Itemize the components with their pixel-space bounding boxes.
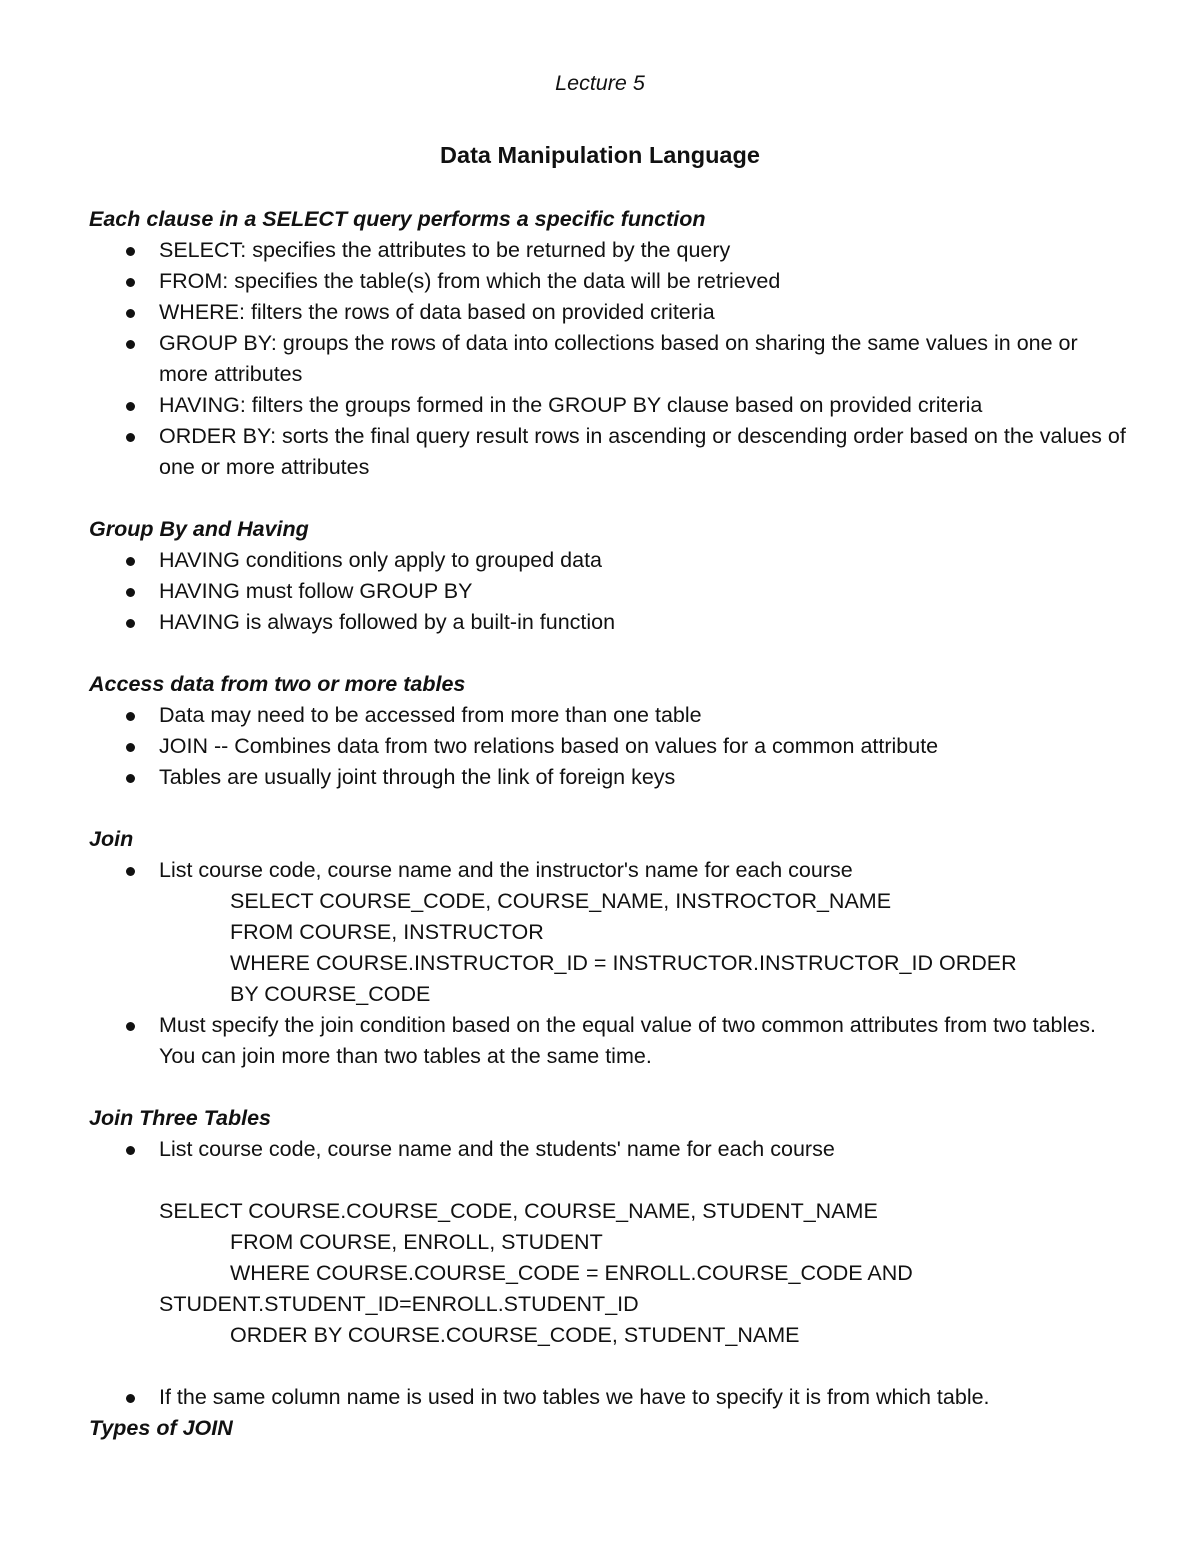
access-list xyxy=(89,700,1129,793)
document-body xyxy=(89,204,1129,1444)
list-item: Must specify the join condition based on the equal value of two common attributes from two tables. You can join more than two tables at the same time. xyxy=(89,1010,1129,1072)
section-heading-clauses: Each clause in a SELECT query performs a specific function xyxy=(89,207,706,231)
bullet-icon xyxy=(126,1022,135,1031)
code-line: SELECT COURSE_CODE, COURSE_NAME, INSTROCTOR_NAME xyxy=(230,889,892,913)
code-line: WHERE COURSE.COURSE_CODE = ENROLL.COURSE_CODE AND xyxy=(230,1261,913,1285)
list-item: JOIN -- Combines data from two relations based on values for a common attribute xyxy=(89,731,1129,762)
join-three-list xyxy=(89,1134,1129,1165)
list-item: HAVING must follow GROUP BY xyxy=(89,576,1129,607)
list-item: FROM: specifies the table(s) from which the data will be retrieved xyxy=(89,266,1129,297)
list-item: GROUP BY: groups the rows of data into collections based on sharing the same values in one or more attributes xyxy=(89,328,1129,390)
bullet-icon xyxy=(126,619,135,628)
bullet-icon xyxy=(126,588,135,597)
bullet-icon xyxy=(126,867,135,876)
lecture-label: Lecture 5 xyxy=(555,71,645,95)
sql-code-block xyxy=(159,886,1129,1010)
section-heading-join: Join xyxy=(89,827,134,851)
bullet-icon xyxy=(126,774,135,783)
bullet-icon xyxy=(126,340,135,349)
list-item: SELECT: specifies the attributes to be returned by the query xyxy=(89,235,1129,266)
code-line: ORDER BY COURSE.COURSE_CODE, STUDENT_NAME xyxy=(230,1323,800,1347)
bullet-icon xyxy=(126,743,135,752)
list-item: HAVING conditions only apply to grouped data xyxy=(89,545,1129,576)
group-by-list xyxy=(89,545,1129,638)
list-item: HAVING: filters the groups formed in the GROUP BY clause based on provided criteria xyxy=(89,390,1129,421)
bullet-icon xyxy=(126,1394,135,1403)
bullet-icon xyxy=(126,278,135,287)
bullet-icon xyxy=(126,1146,135,1155)
list-item: If the same column name is used in two tables we have to specify it is from which table. xyxy=(89,1382,1129,1413)
code-line: SELECT COURSE.COURSE_CODE, COURSE_NAME, STUDENT_NAME xyxy=(159,1199,878,1223)
page-title: Data Manipulation Language xyxy=(440,142,760,168)
bullet-icon xyxy=(126,402,135,411)
code-line: FROM COURSE, INSTRUCTOR xyxy=(230,920,544,944)
list-item: HAVING is always followed by a built-in function xyxy=(89,607,1129,638)
bullet-icon xyxy=(126,247,135,256)
bullet-icon xyxy=(126,557,135,566)
list-item: List course code, course name and the instructor's name for each course SELECT COURSE_CODE, COURSE_NAME, INSTROCTOR_NAME FROM COURSE, INSTRUCTOR WHERE COURSE.INSTRUCTOR_ID = INSTRUCTOR.INSTRUCTOR_ID ORDER BY COURSE_CODE xyxy=(89,855,1129,1010)
clauses-list xyxy=(89,235,1129,483)
section-heading-group-by: Group By and Having xyxy=(89,517,309,541)
join-list xyxy=(89,855,1129,1072)
bullet-icon xyxy=(126,712,135,721)
list-item: Data may need to be accessed from more than one table xyxy=(89,700,1129,731)
list-item: WHERE: filters the rows of data based on provided criteria xyxy=(89,297,1129,328)
section-heading-join-three: Join Three Tables xyxy=(89,1106,272,1130)
section-heading-access: Access data from two or more tables xyxy=(89,672,466,696)
join-three-note-list xyxy=(89,1382,1129,1413)
code-line: BY COURSE_CODE xyxy=(230,982,431,1006)
section-heading-types: Types of JOIN xyxy=(89,1416,233,1440)
code-line: STUDENT.STUDENT_ID=ENROLL.STUDENT_ID xyxy=(159,1292,639,1316)
list-item: Tables are usually joint through the link of foreign keys xyxy=(89,762,1129,793)
code-line: WHERE COURSE.INSTRUCTOR_ID = INSTRUCTOR.INSTRUCTOR_ID ORDER xyxy=(230,951,1017,975)
list-item: List course code, course name and the students' name for each course xyxy=(89,1134,1129,1165)
code-line: FROM COURSE, ENROLL, STUDENT xyxy=(230,1230,603,1254)
sql-code-block xyxy=(89,1196,1129,1351)
list-item: ORDER BY: sorts the final query result rows in ascending or descending order based on the values of one or more attributes xyxy=(89,421,1129,483)
bullet-icon xyxy=(126,309,135,318)
bullet-icon xyxy=(126,433,135,442)
